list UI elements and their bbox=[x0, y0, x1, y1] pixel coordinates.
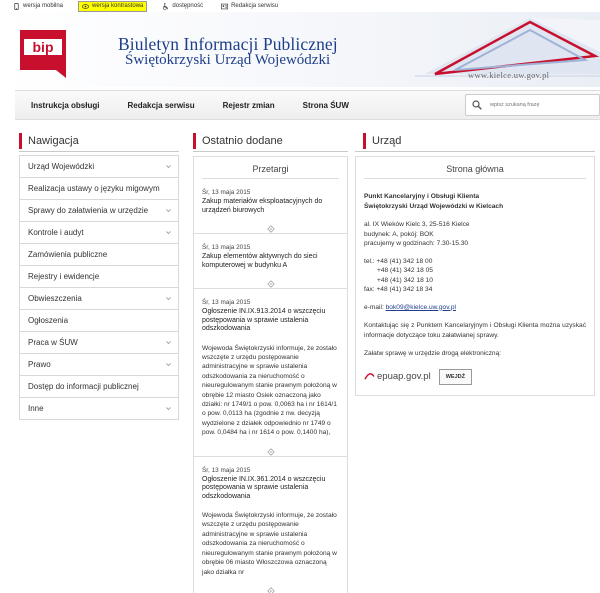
user-card-icon bbox=[221, 3, 228, 10]
news-divider bbox=[194, 288, 347, 289]
news-date: Śr, 13 maja 2015 bbox=[202, 299, 251, 306]
news-title-link[interactable]: Ogłoszenie IN.IX.361.2014 o wszczęciu postępowania w sprawie ustalenia odszkodowania bbox=[202, 475, 326, 500]
separator-dots bbox=[202, 448, 339, 456]
nav-instructions[interactable]: Instrukcja obsługi bbox=[31, 100, 100, 110]
chevron-down-icon[interactable] bbox=[165, 339, 172, 346]
office-info: Kontaktując się z Punktem Kancelaryjnym i Obsługi Klienta można uzyskać informacje dotyczące toku załatwianej sprawy. bbox=[364, 321, 586, 339]
office-panel bbox=[355, 156, 595, 396]
editorial-link[interactable] bbox=[218, 2, 281, 11]
sidebar-item[interactable] bbox=[19, 353, 179, 376]
news-date: Śr, 13 maja 2015 bbox=[202, 189, 251, 196]
news-title-link[interactable]: Ogłoszenie IN.IX.913.2014 o wszczęciu postępowania w sprawie ustalenia odszkodowania bbox=[202, 308, 326, 332]
accessibility-label: dostępność bbox=[172, 3, 204, 9]
sidebar-item[interactable] bbox=[19, 331, 179, 354]
diamond-icon bbox=[267, 448, 275, 456]
news-title-link[interactable]: Zakup materiałów eksploatacyjnych do urządzeń biurowych bbox=[202, 198, 323, 214]
epuap-enter-button[interactable]: WEJDŹ bbox=[439, 369, 472, 385]
sidebar-item-label: Sprawy do załatwienia w urzędzie bbox=[28, 206, 149, 215]
news-item bbox=[202, 244, 339, 289]
news-list bbox=[194, 189, 347, 593]
nav-suw-page[interactable]: Strona ŚUW bbox=[302, 100, 349, 110]
office-name-line1: Punkt Kancelaryjny i Obsługi Klienta bbox=[364, 193, 480, 200]
sidebar-item-label: Rejestry i ewidencje bbox=[28, 272, 100, 281]
sidebar-item-label: Urząd Wojewódzki bbox=[28, 162, 95, 171]
news-divider bbox=[194, 233, 347, 234]
office-heading-divider bbox=[355, 151, 595, 152]
sidebar-item-label: Praca w ŚUW bbox=[28, 338, 78, 347]
news-item bbox=[202, 467, 339, 593]
office-building: budynek: A, pokój: BOK bbox=[364, 230, 434, 238]
epuap-arrow-icon bbox=[364, 372, 375, 381]
sidebar-item[interactable] bbox=[19, 243, 179, 266]
epuap-logo-text: epuap.gov.pl bbox=[377, 370, 431, 382]
site-subtitle: Świętokrzyski Urząd Wojewódzki bbox=[125, 52, 331, 68]
news-title-link[interactable]: Zakup elementów aktywnych do sieci komputerowej w budynku A bbox=[202, 253, 318, 269]
chevron-down-icon[interactable] bbox=[165, 229, 172, 236]
contrast-version-link[interactable] bbox=[78, 1, 147, 12]
office-phone-1: tel.: +48 (41) 342 18 00 bbox=[364, 257, 433, 265]
news-item bbox=[202, 299, 339, 457]
recent-heading: Ostatnio dodane bbox=[193, 133, 283, 149]
nav-changelog[interactable]: Rejestr zmian bbox=[222, 100, 275, 110]
sidebar-item-label: Kontrole i audyt bbox=[28, 228, 84, 237]
site-url[interactable]: www.kielce.uw.gov.pl bbox=[468, 70, 550, 80]
news-item bbox=[202, 189, 339, 234]
chevron-down-icon[interactable] bbox=[165, 207, 172, 214]
office-subheading: Strona główna bbox=[446, 164, 504, 174]
news-date: Śr, 13 maja 2015 bbox=[202, 466, 251, 474]
search-input[interactable] bbox=[490, 102, 590, 108]
nav-editorial[interactable]: Redakcja serwisu bbox=[127, 100, 195, 110]
recent-panel bbox=[193, 156, 348, 593]
email-label: e-mail: bbox=[364, 303, 384, 311]
sidebar-nav bbox=[19, 156, 179, 420]
office-divider bbox=[364, 178, 586, 179]
sidebar-item[interactable] bbox=[19, 397, 179, 420]
office-hours: pracujemy w godzinach: 7.30-15.30 bbox=[364, 240, 469, 247]
epuap-logo[interactable] bbox=[364, 372, 431, 382]
sidebar-item[interactable] bbox=[19, 265, 179, 288]
sidebar-item-label: Zamówienia publiczne bbox=[28, 250, 108, 259]
sidebar-item[interactable] bbox=[19, 221, 179, 244]
sidebar-item[interactable] bbox=[19, 177, 179, 200]
sidebar-item-label: Ogłoszenia bbox=[28, 316, 69, 325]
search-icon[interactable] bbox=[472, 100, 482, 110]
epuap-banner bbox=[364, 369, 586, 385]
chevron-down-icon[interactable] bbox=[165, 405, 172, 412]
chevron-down-icon[interactable] bbox=[165, 295, 172, 302]
sidebar-item[interactable] bbox=[19, 199, 179, 222]
office-heading: Urząd bbox=[363, 133, 401, 149]
office-address: al. IX Wieków Kielc 3, 25-516 Kielce bbox=[364, 221, 470, 228]
diamond-icon bbox=[267, 280, 275, 288]
recent-heading-divider bbox=[193, 151, 348, 152]
bip-logo[interactable] bbox=[20, 30, 66, 78]
site-header bbox=[0, 12, 600, 87]
eye-icon bbox=[82, 3, 89, 10]
chevron-down-icon[interactable] bbox=[165, 361, 172, 368]
office-fax: fax: +48 (41) 342 18 34 bbox=[364, 286, 433, 293]
site-title: Biuletyn Informacji Publicznej bbox=[118, 34, 338, 54]
sidebar-item-label: Realizacja ustawy o języku migowym bbox=[28, 184, 160, 193]
search-box[interactable] bbox=[465, 94, 600, 116]
svg-text:bip: bip bbox=[32, 39, 54, 55]
sidebar-item[interactable] bbox=[19, 287, 179, 310]
sidebar-item[interactable] bbox=[19, 375, 179, 398]
office-phone-2: +48 (41) 342 18 05 bbox=[377, 267, 433, 274]
news-lead: Wojewoda Świętokrzyski informuje, że zostało wszczęte z urzędu postępowanie administracyjne w sprawie ustalenia odszkodowania za nieruchomość o nieuregulowanym stanie prawnym położoną w obrębie 12 miasto Osiek oznaczoną jako działki: nr 1749/1 o pow. 0,0063 ha i nr 1614/1 o pow. 0,0113 ha (zgodnie z nw. decyzją wydzielone z działek odpowiednio nr 1749 o pow. 0,0484 ha i nr 1614 o pow. 0,1400 ha), bbox=[202, 344, 337, 437]
sidebar-item-label: Obwieszczenia bbox=[28, 294, 82, 303]
mobile-version-link[interactable] bbox=[10, 2, 66, 11]
sidebar-item-label: Dostęp do informacji publicznej bbox=[28, 382, 139, 391]
accessibility-bar bbox=[0, 0, 600, 12]
news-date: Śr, 13 maja 2015 bbox=[202, 244, 251, 251]
office-email-link[interactable]: bok09@kielce.uw.gov.pl bbox=[385, 303, 456, 311]
sidebar-item[interactable] bbox=[19, 155, 179, 178]
office-phone-3: +48 (41) 342 18 10 bbox=[377, 276, 433, 284]
sidebar-item-label: Prawo bbox=[28, 360, 51, 369]
separator-dots bbox=[202, 280, 339, 288]
accessibility-link[interactable] bbox=[159, 2, 206, 11]
sidebar-item[interactable] bbox=[19, 309, 179, 332]
news-lead: Wojewoda Świętokrzyski informuje, że zostało wszczęte z urzędu postępowanie administracyjne w sprawie ustalenia odszkodowania za nieruchomość o nieuregulowanym stanie prawnym położoną w obrębie 06 miasto Włoszczowa oznaczoną jako działka nr bbox=[202, 512, 337, 576]
chevron-down-icon[interactable] bbox=[165, 163, 172, 170]
tenders-heading: Przetargi bbox=[252, 164, 289, 174]
office-name-line2: Świętokrzyski Urząd Wojewódzki w Kielcach bbox=[364, 203, 504, 210]
sidebar-item-label: Inne bbox=[28, 404, 44, 413]
epuap-intro: Załatw sprawę w urzędzie drogą elektroniczną: bbox=[364, 349, 502, 357]
separator-dots bbox=[202, 587, 339, 593]
diamond-icon bbox=[267, 225, 275, 233]
diamond-icon bbox=[267, 587, 275, 593]
navigation-heading: Nawigacja bbox=[19, 133, 79, 149]
contrast-version-label: wersja kontrastowa bbox=[92, 3, 144, 9]
phone-icon bbox=[13, 3, 20, 10]
news-divider bbox=[194, 456, 347, 457]
tenders-divider bbox=[202, 178, 339, 179]
editorial-label: Redakcja serwisu bbox=[231, 3, 279, 9]
separator-dots bbox=[202, 225, 339, 233]
office-name bbox=[364, 192, 586, 212]
navigation-heading-divider bbox=[19, 151, 179, 152]
wheelchair-icon bbox=[162, 3, 169, 10]
mobile-version-label: wersja mobilna bbox=[23, 3, 64, 9]
